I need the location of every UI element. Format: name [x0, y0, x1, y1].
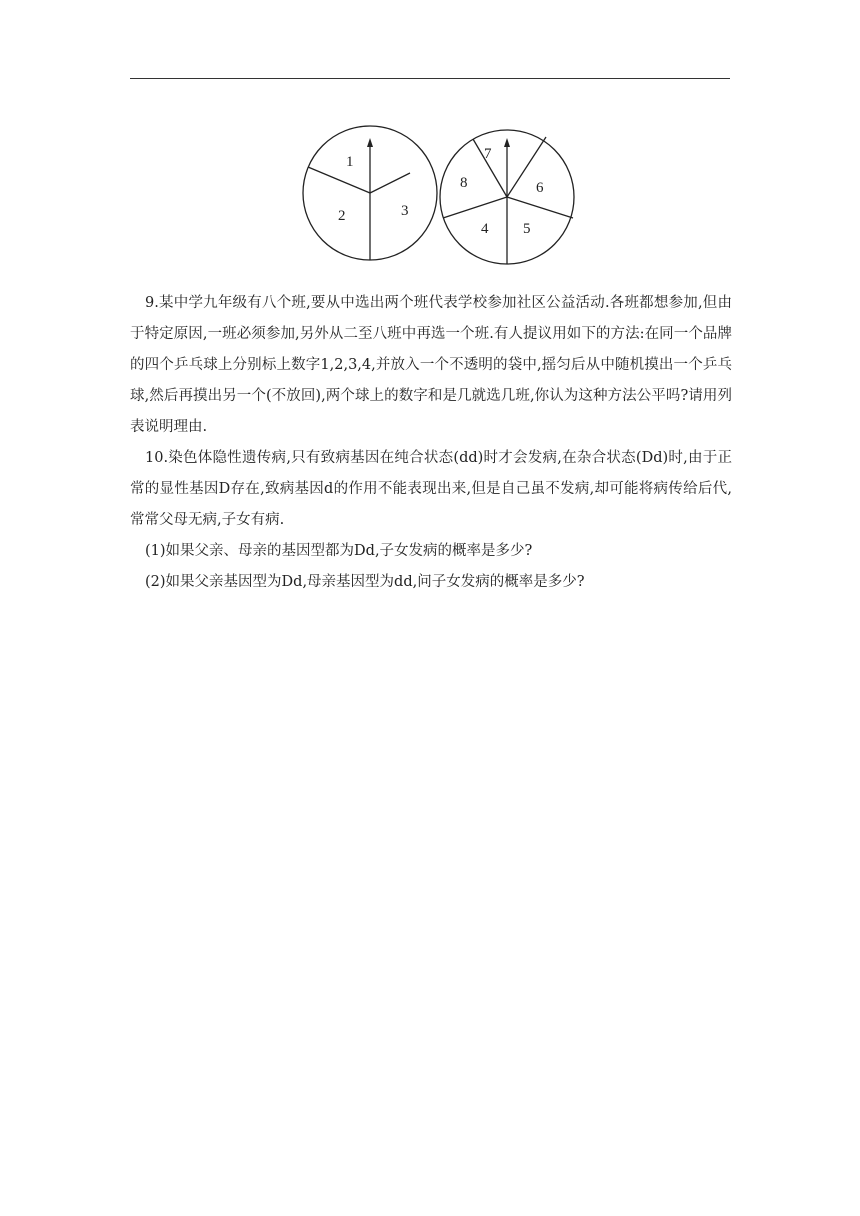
spinner-left-label-1: 1	[346, 154, 354, 170]
spinner-right-label-4: 4	[481, 221, 489, 237]
question-10: 10.染色体隐性遗传病,只有致病基因在纯合状态(dd)时才会发病,在杂合状态(Dd)时,由于正常的显性基因D存在,致病基因d的作用不能表现出来,但是自己虽不发病,却可能将病传给后代,常常父母无病,子女有病.	[130, 450, 732, 528]
spinner-figure-svg	[290, 120, 590, 270]
spinner-left-label-2: 2	[338, 208, 346, 224]
spinner-left-label-3: 3	[401, 203, 409, 219]
spinner-left	[303, 126, 437, 260]
spinner-right-label-6: 6	[536, 180, 544, 196]
spinner-left-pointer-arrowhead	[367, 138, 373, 147]
spinner-left-divider-right	[370, 173, 410, 193]
spinner-figure	[290, 120, 590, 270]
spinner-right-pointer-arrowhead	[504, 138, 510, 147]
question-9: 9.某中学九年级有八个班,要从中选出两个班代表学校参加社区公益活动.各班都想参加,但由于特定原因,一班必须参加,另外从二至八班中再选一个班.有人提议用如下的方法:在同一个品牌的四个乒乓球上分别标上数字1,2,3,4,并放入一个不透明的袋中,摇匀后从中随机摸出一个乒乓球,然后再摸出另一个(不放回),两个球上的数字和是几就选几班,你认为这种方法公平吗?请用列表说明理由.	[130, 295, 732, 435]
question-10-part-1: (1)如果父亲、母亲的基因型都为Dd,子女发病的概率是多少?	[145, 543, 533, 559]
question-content	[130, 288, 732, 598]
spinner-left-divider-left	[308, 167, 370, 193]
spinner-right-divider-lower-right	[507, 197, 573, 218]
spinner-right-label-8: 8	[460, 175, 468, 191]
spinner-right-label-5: 5	[523, 221, 531, 237]
header-rule	[130, 78, 730, 79]
spinner-right	[440, 130, 574, 264]
spinner-right-divider-lower-left	[443, 197, 507, 218]
question-10-part-2: (2)如果父亲基因型为Dd,母亲基因型为dd,问子女发病的概率是多少?	[145, 574, 585, 590]
spinner-right-label-7: 7	[484, 146, 492, 162]
